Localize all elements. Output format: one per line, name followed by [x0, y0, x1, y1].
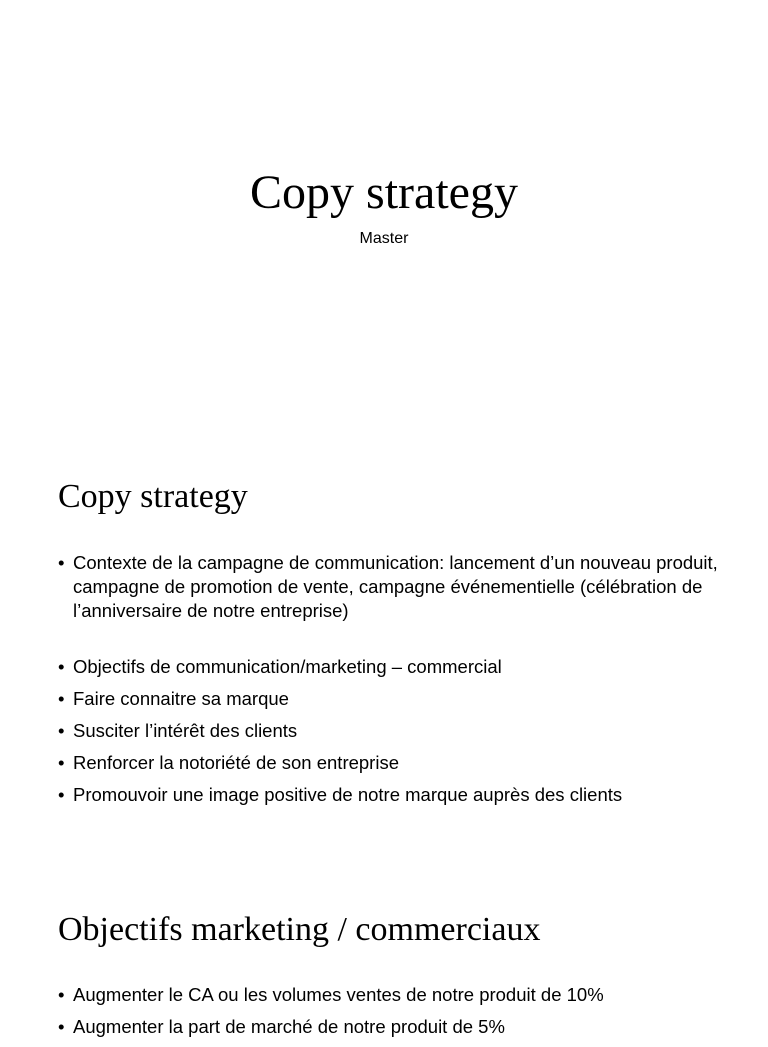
- content-slide-objectifs: [0, 866, 768, 1037]
- bullet-item: [56, 655, 738, 679]
- bullet-list: [56, 983, 738, 1047]
- content-slide-copy-strategy: [0, 432, 768, 866]
- bullet-item: [56, 751, 738, 775]
- bullet-text: Promouvoir une image positive de notre marque auprès des clients: [73, 784, 623, 805]
- bullet-icon: •: [58, 720, 65, 741]
- bullet-text: Faire connaitre sa marque: [73, 688, 289, 709]
- slide-heading: Objectifs marketing / commerciaux: [58, 911, 541, 948]
- bullet-item: [56, 551, 738, 623]
- bullet-icon: •: [58, 688, 65, 709]
- bullet-item: [56, 687, 738, 711]
- bullet-list: [56, 551, 738, 815]
- presentation-subtitle: Master: [359, 230, 409, 247]
- bullet-text: Susciter l’intérêt des clients: [73, 720, 298, 741]
- bullet-text: Objectifs de communication/marketing – commercial: [73, 656, 502, 677]
- bullet-text: Augmenter le CA ou les volumes ventes de notre produit de 10%: [73, 984, 604, 1005]
- bullet-text: Contexte de la campagne de communication: lancement d’un nouveau produit, campagne de promotion de vente, campagne événementielle (célébration de l’anniversaire de notre entreprise): [73, 552, 718, 621]
- presentation-title: Copy strategy: [250, 166, 518, 219]
- bullet-item: [56, 1015, 738, 1039]
- bullet-item: [56, 719, 738, 743]
- bullet-icon: •: [58, 552, 65, 573]
- title-slide: [0, 0, 768, 432]
- bullet-icon: •: [58, 984, 65, 1005]
- slide-heading: Copy strategy: [58, 478, 248, 515]
- bullet-icon: •: [58, 1016, 65, 1037]
- bullet-icon: •: [58, 656, 65, 677]
- bullet-icon: •: [58, 752, 65, 773]
- bullet-text: Renforcer la notoriété de son entreprise: [73, 752, 399, 773]
- bullet-item: [56, 783, 738, 807]
- bullet-text: Augmenter la part de marché de notre produit de 5%: [73, 1016, 505, 1037]
- bullet-icon: •: [58, 784, 65, 805]
- bullet-item: [56, 983, 738, 1007]
